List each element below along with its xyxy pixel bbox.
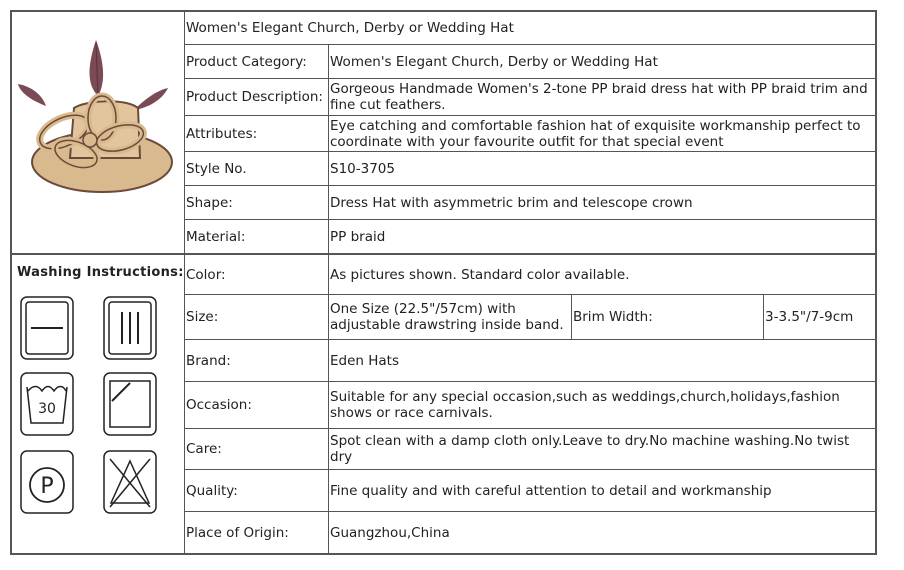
row-label-material: Material: — [186, 228, 246, 245]
dry-in-shade-icon — [102, 371, 158, 437]
brim-width-value: 3-3.5"/7-9cm — [765, 309, 854, 325]
row-value-quality: Fine quality and with careful attention to detail and workmanship — [330, 482, 772, 499]
row-value-origin: Guangzhou,China — [330, 524, 450, 541]
row-label-attributes: Attributes: — [186, 125, 258, 142]
row-value-brand: Eden Hats — [330, 352, 400, 369]
row-value-category: Women's Elegant Church, Derby or Wedding Hat — [330, 53, 658, 70]
wash-30-icon — [19, 371, 75, 437]
row-value-care: Spot clean with a damp cloth only.Leave to dry.No machine washing.No twist dry — [330, 433, 850, 465]
row-label-quality: Quality: — [186, 482, 238, 499]
wash-temp-label: 30 — [38, 401, 56, 417]
row-value-shape: Dress Hat with asymmetric brim and telescope crown — [330, 194, 693, 211]
row-label-care: Care: — [186, 441, 222, 457]
dry-flat-icon — [19, 295, 75, 361]
row-label-occasion: Occasion: — [186, 397, 252, 413]
dry-clean-letter: P — [40, 474, 54, 499]
row-label-size: Size: — [186, 309, 219, 325]
table-title: Women's Elegant Church, Derby or Wedding Hat — [186, 20, 514, 36]
do-not-tumble-dry-icon — [102, 449, 158, 515]
brim-width-label: Brim Width: — [573, 309, 653, 325]
row-value-attributes: Eye catching and comfortable fashion hat of exquisite workmanship perfect to coordinate with your favourite outfit for that special event — [330, 117, 861, 150]
dry-clean-p-icon — [19, 449, 75, 515]
washing-instructions-title: Washing Instructions: — [17, 265, 184, 280]
row-value-size: One Size (22.5"/57cm) with adjustable drawstring inside band. — [330, 301, 564, 333]
row-label-origin: Place of Origin: — [186, 524, 289, 541]
drip-dry-icon — [102, 295, 158, 361]
row-value-color: As pictures shown. Standard color available. — [330, 266, 630, 283]
row-value-description: Gorgeous Handmade Women's 2-tone PP braid dress hat with PP braid trim and fine cut feathers. — [330, 81, 868, 113]
row-label-shape: Shape: — [186, 194, 233, 211]
row-label-brand: Brand: — [186, 352, 231, 369]
row-label-description: Product Description: — [186, 89, 323, 105]
row-label-style: Style No. — [186, 160, 247, 177]
row-value-style: S10-3705 — [330, 160, 395, 177]
row-value-material: PP braid — [330, 228, 386, 245]
row-label-category: Product Category: — [186, 53, 307, 70]
hat-product-image — [16, 34, 176, 214]
row-label-color: Color: — [186, 266, 226, 283]
row-value-occasion: Suitable for any special occasion,such as weddings,church,holidays,fashion shows or race carnivals. — [330, 389, 840, 421]
